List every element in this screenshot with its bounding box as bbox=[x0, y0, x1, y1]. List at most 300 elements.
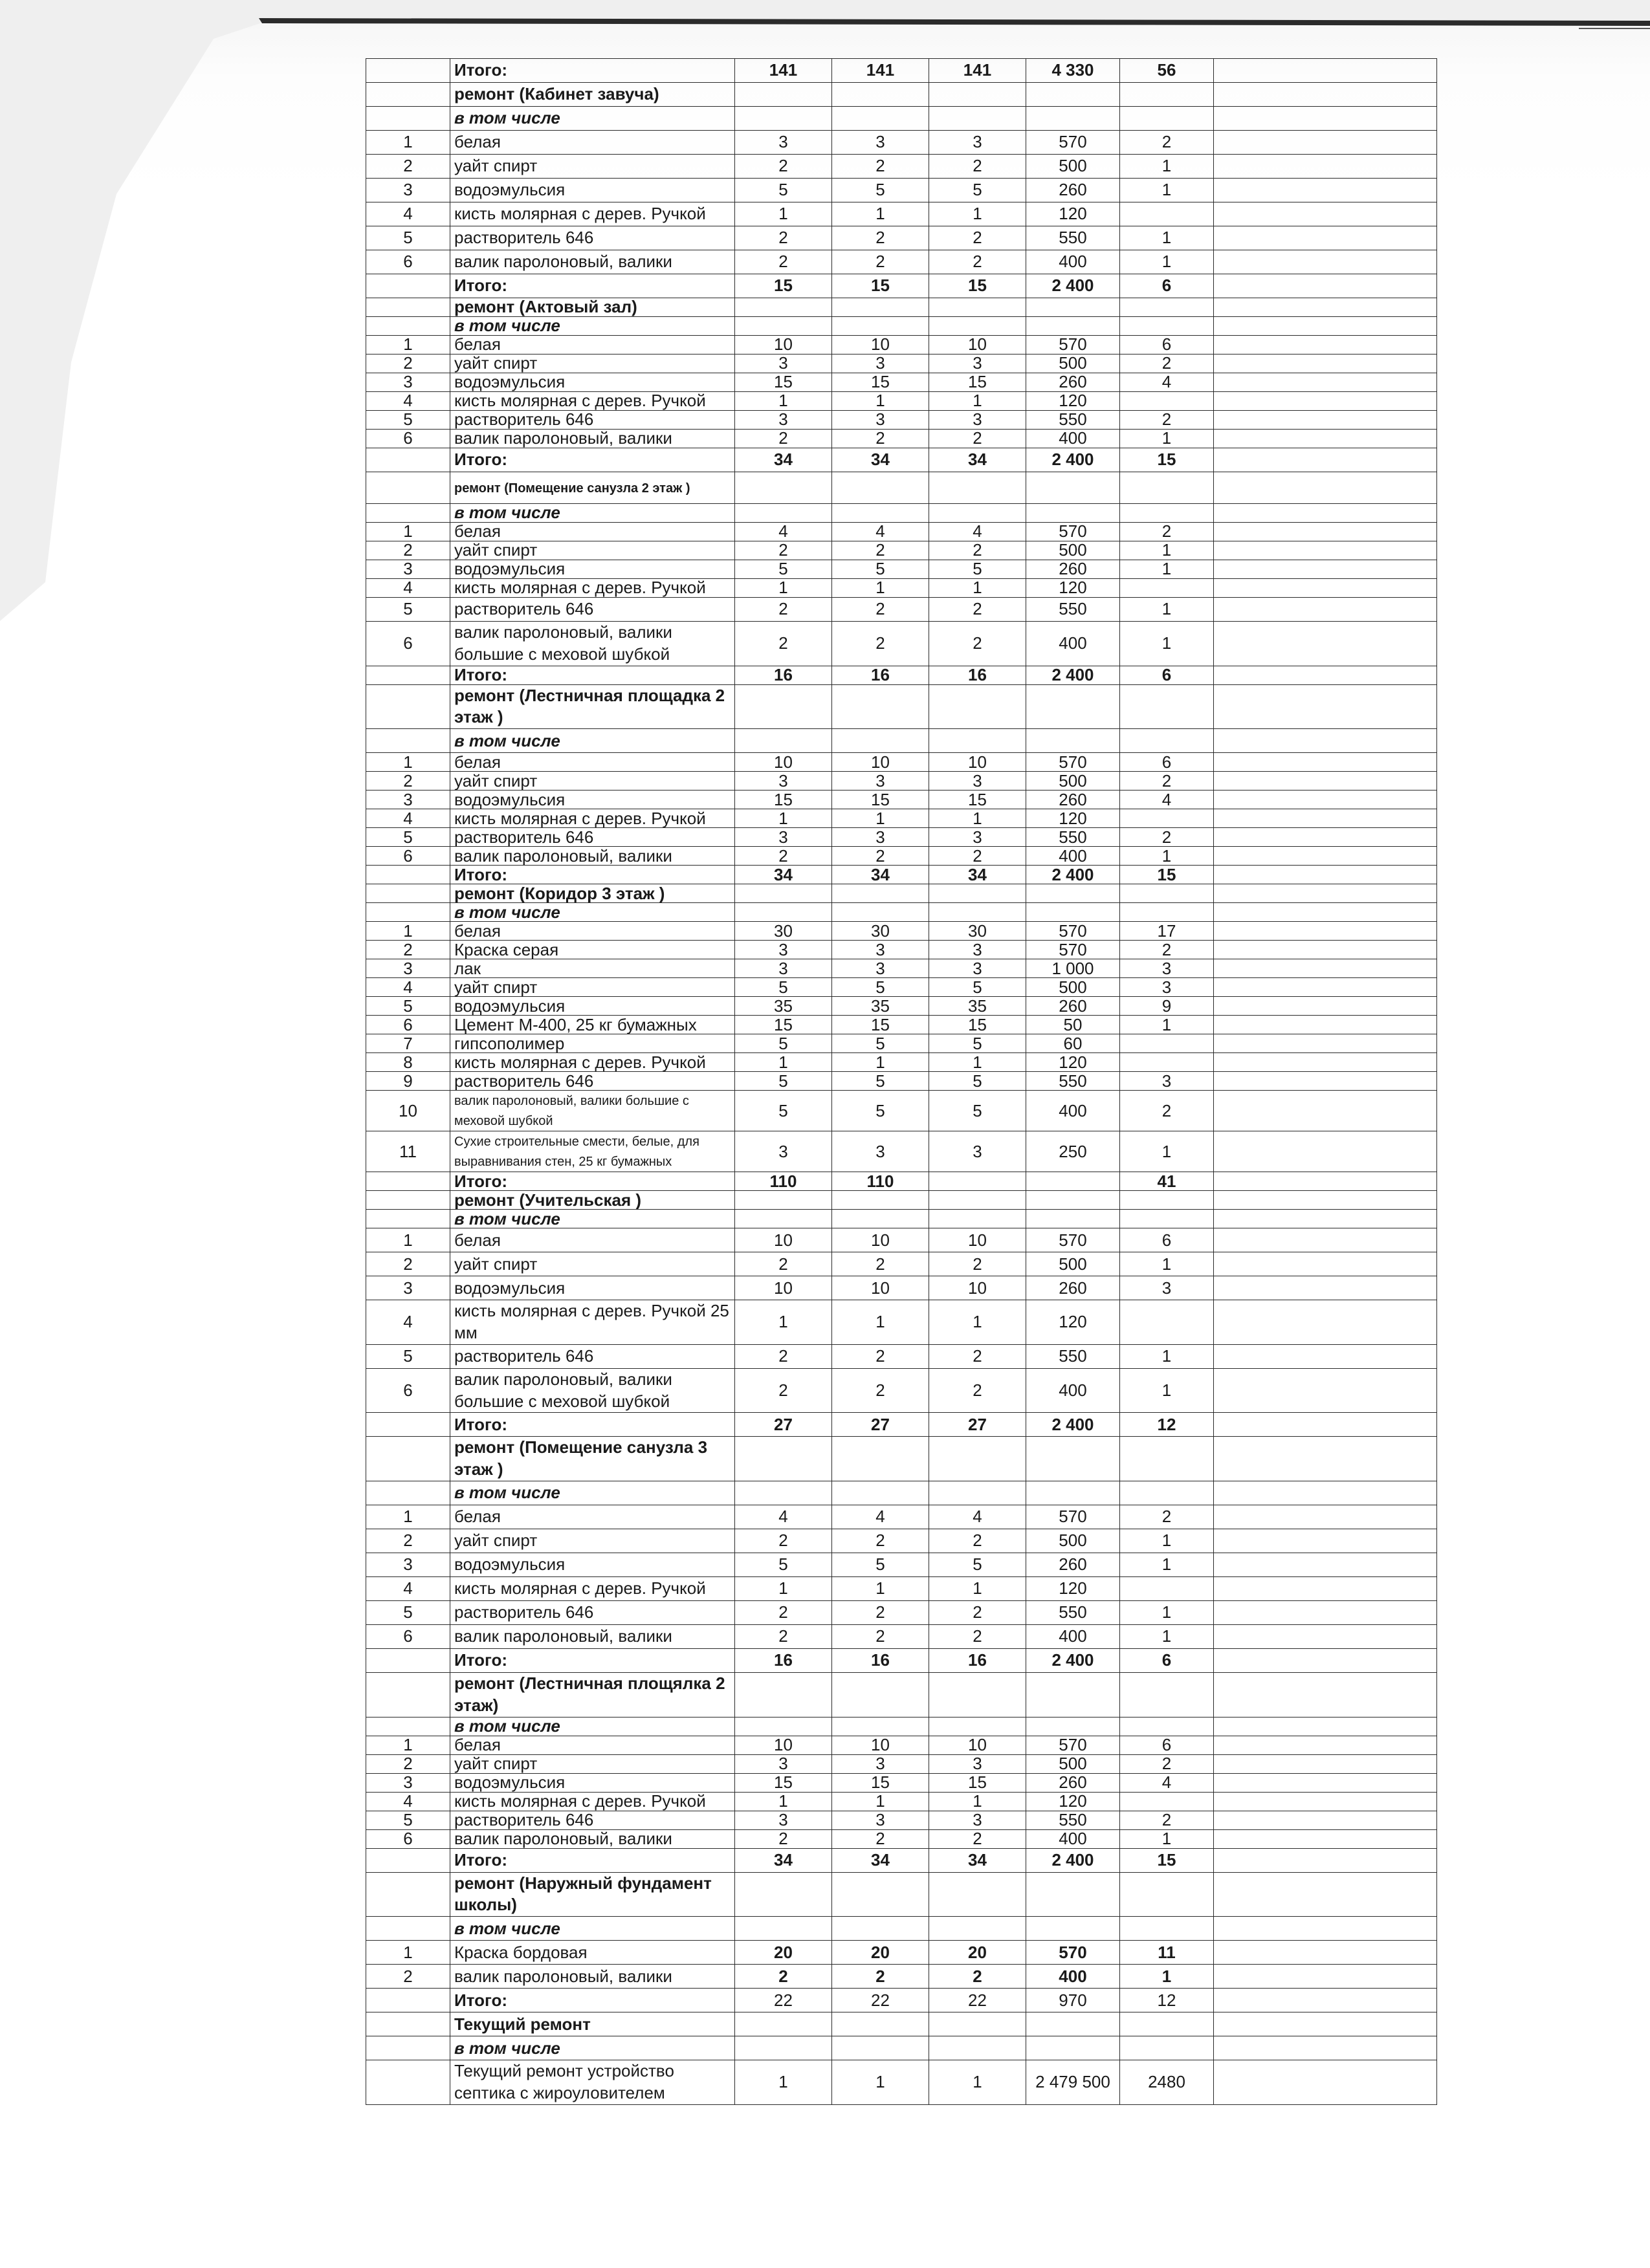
value-cell: 3 bbox=[832, 1131, 929, 1172]
item-name bbox=[450, 666, 735, 684]
value-cell bbox=[735, 1917, 832, 1941]
value-cell: 400 bbox=[1026, 1829, 1120, 1848]
note-cell bbox=[1214, 684, 1437, 729]
value-cell: 10 bbox=[929, 753, 1026, 772]
item-name bbox=[450, 753, 735, 772]
section-row bbox=[366, 83, 1437, 107]
value-cell: 27 bbox=[735, 1413, 832, 1437]
item-name bbox=[450, 354, 735, 373]
item-name-text: в том числе bbox=[454, 902, 560, 922]
note-cell bbox=[1214, 560, 1437, 579]
item-name bbox=[450, 1553, 735, 1576]
item-name bbox=[450, 978, 735, 997]
value-cell: 570 bbox=[1026, 336, 1120, 354]
table-row bbox=[366, 1300, 1437, 1345]
value-cell: 4 bbox=[929, 1505, 1026, 1529]
value-cell: 34 bbox=[735, 866, 832, 884]
table-row bbox=[366, 1252, 1437, 1276]
item-name-text: белая bbox=[454, 1230, 501, 1250]
value-cell: 260 bbox=[1026, 1276, 1120, 1300]
value-cell: 2 bbox=[929, 1368, 1026, 1413]
item-name bbox=[450, 1792, 735, 1811]
row-number: 1 bbox=[366, 1736, 450, 1754]
item-name bbox=[450, 560, 735, 579]
value-cell bbox=[1120, 684, 1214, 729]
value-cell bbox=[832, 2036, 929, 2060]
value-cell: 5 bbox=[929, 560, 1026, 579]
value-cell: 15 bbox=[929, 373, 1026, 392]
value-cell: 1 bbox=[929, 392, 1026, 411]
item-name bbox=[450, 684, 735, 729]
value-cell: 570 bbox=[1026, 941, 1120, 959]
value-cell: 3 bbox=[735, 1811, 832, 1829]
value-cell: 3 bbox=[929, 1754, 1026, 1773]
note-cell bbox=[1214, 866, 1437, 884]
note-cell bbox=[1214, 1481, 1437, 1505]
value-cell: 570 bbox=[1026, 1228, 1120, 1252]
note-cell bbox=[1214, 411, 1437, 430]
value-cell: 2 bbox=[1120, 1091, 1214, 1131]
item-name bbox=[450, 997, 735, 1016]
table-row bbox=[366, 1091, 1437, 1131]
item-name-text: валик паролоновый, валики bbox=[454, 846, 672, 866]
value-cell: 2 bbox=[832, 622, 929, 666]
table-row bbox=[366, 523, 1437, 541]
item-name-text: уайт спирт bbox=[454, 1531, 538, 1551]
value-cell: 4 330 bbox=[1026, 59, 1120, 83]
item-name-text: ремонт (Коридор 3 этаж ) bbox=[454, 884, 665, 903]
item-name bbox=[450, 1344, 735, 1368]
value-cell: 5 bbox=[832, 1072, 929, 1091]
row-number bbox=[366, 1848, 450, 1872]
value-cell bbox=[929, 1672, 1026, 1717]
value-cell: 3 bbox=[832, 411, 929, 430]
total-row bbox=[366, 666, 1437, 684]
row-number: 6 bbox=[366, 1624, 450, 1648]
note-cell bbox=[1214, 1773, 1437, 1792]
value-cell: 3 bbox=[1120, 1276, 1214, 1300]
value-cell: 1 bbox=[735, 1300, 832, 1345]
value-cell: 34 bbox=[832, 866, 929, 884]
note-cell bbox=[1214, 1792, 1437, 1811]
note-cell bbox=[1214, 809, 1437, 828]
table-row bbox=[366, 1829, 1437, 1848]
value-cell: 2 bbox=[929, 1529, 1026, 1553]
value-cell bbox=[929, 1717, 1026, 1736]
note-cell bbox=[1214, 131, 1437, 155]
item-name bbox=[450, 1172, 735, 1191]
note-cell bbox=[1214, 430, 1437, 448]
note-cell bbox=[1214, 202, 1437, 226]
item-name-text: кисть молярная с дерев. Ручкой 25 мм bbox=[454, 1301, 729, 1342]
value-cell: 15 bbox=[929, 274, 1026, 298]
note-cell bbox=[1214, 1965, 1437, 1989]
value-cell bbox=[735, 2036, 832, 2060]
row-number: 3 bbox=[366, 791, 450, 809]
value-cell: 2480 bbox=[1120, 2060, 1214, 2105]
row-number: 6 bbox=[366, 430, 450, 448]
item-name bbox=[450, 59, 735, 83]
value-cell: 15 bbox=[735, 373, 832, 392]
note-cell bbox=[1214, 298, 1437, 317]
value-cell: 1 bbox=[929, 1576, 1026, 1600]
item-name bbox=[450, 1368, 735, 1413]
value-cell bbox=[1120, 1672, 1214, 1717]
row-number: 5 bbox=[366, 598, 450, 622]
item-name-text: растворитель 646 bbox=[454, 1811, 594, 1829]
value-cell: 5 bbox=[929, 1072, 1026, 1091]
value-cell: 10 bbox=[929, 1276, 1026, 1300]
item-name bbox=[450, 1829, 735, 1848]
subheading-row bbox=[366, 2036, 1437, 2060]
value-cell: 1 bbox=[832, 392, 929, 411]
item-name bbox=[450, 1672, 735, 1717]
note-cell bbox=[1214, 598, 1437, 622]
row-number: 3 bbox=[366, 1773, 450, 1792]
row-number: 1 bbox=[366, 1941, 450, 1965]
value-cell bbox=[832, 1872, 929, 1917]
note-cell bbox=[1214, 1172, 1437, 1191]
section-row bbox=[366, 2012, 1437, 2036]
value-cell: 110 bbox=[735, 1172, 832, 1191]
section-row bbox=[366, 472, 1437, 504]
value-cell: 1 bbox=[1120, 541, 1214, 560]
value-cell: 15 bbox=[832, 274, 929, 298]
value-cell: 15 bbox=[1120, 866, 1214, 884]
item-name-text: Итого: bbox=[454, 60, 507, 80]
value-cell bbox=[1026, 1437, 1120, 1481]
value-cell bbox=[1120, 298, 1214, 317]
subheading-row bbox=[366, 1210, 1437, 1228]
note-cell bbox=[1214, 922, 1437, 941]
note-cell bbox=[1214, 772, 1437, 791]
value-cell bbox=[929, 504, 1026, 523]
item-name bbox=[450, 809, 735, 828]
value-cell: 1 bbox=[735, 809, 832, 828]
value-cell bbox=[735, 1717, 832, 1736]
value-cell: 5 bbox=[735, 179, 832, 202]
row-number bbox=[366, 684, 450, 729]
value-cell: 9 bbox=[1120, 997, 1214, 1016]
note-cell bbox=[1214, 274, 1437, 298]
value-cell: 1 bbox=[832, 1053, 929, 1072]
row-number: 2 bbox=[366, 1252, 450, 1276]
value-cell: 10 bbox=[832, 753, 929, 772]
value-cell: 5 bbox=[929, 978, 1026, 997]
value-cell: 1 bbox=[929, 1053, 1026, 1072]
value-cell bbox=[929, 729, 1026, 753]
value-cell: 1 bbox=[735, 1053, 832, 1072]
value-cell bbox=[929, 1917, 1026, 1941]
value-cell: 2 bbox=[735, 598, 832, 622]
value-cell bbox=[929, 1191, 1026, 1210]
value-cell bbox=[1120, 579, 1214, 598]
note-cell bbox=[1214, 1131, 1437, 1172]
item-name-text: валик паролоновый, валики большие с меховой шубкой bbox=[454, 1369, 672, 1411]
row-number: 3 bbox=[366, 1553, 450, 1576]
value-cell bbox=[929, 1481, 1026, 1505]
value-cell: 6 bbox=[1120, 336, 1214, 354]
table-row bbox=[366, 579, 1437, 598]
item-name-text: уайт спирт bbox=[454, 977, 538, 997]
item-name bbox=[450, 729, 735, 753]
value-cell: 1 bbox=[1120, 622, 1214, 666]
note-cell bbox=[1214, 107, 1437, 131]
row-number: 4 bbox=[366, 1300, 450, 1345]
value-cell: 970 bbox=[1026, 1989, 1120, 2012]
section-row bbox=[366, 1872, 1437, 1917]
value-cell: 400 bbox=[1026, 250, 1120, 274]
item-name bbox=[450, 392, 735, 411]
value-cell: 6 bbox=[1120, 666, 1214, 684]
value-cell: 1 bbox=[929, 809, 1026, 828]
value-cell bbox=[929, 83, 1026, 107]
total-row bbox=[366, 866, 1437, 884]
item-name-text: в том числе bbox=[454, 503, 560, 523]
subheading-row bbox=[366, 504, 1437, 523]
value-cell: 22 bbox=[735, 1989, 832, 2012]
value-cell bbox=[1120, 1053, 1214, 1072]
value-cell: 570 bbox=[1026, 1736, 1120, 1754]
value-cell: 5 bbox=[929, 1034, 1026, 1053]
row-number: 4 bbox=[366, 1792, 450, 1811]
value-cell: 15 bbox=[832, 1773, 929, 1792]
value-cell: 1 bbox=[1120, 226, 1214, 250]
note-cell bbox=[1214, 791, 1437, 809]
total-row bbox=[366, 274, 1437, 298]
note-cell bbox=[1214, 847, 1437, 866]
item-name-text: растворитель 646 bbox=[454, 599, 594, 619]
value-cell: 5 bbox=[832, 560, 929, 579]
note-cell bbox=[1214, 729, 1437, 753]
item-name-text: валик паролоновый, валики bbox=[454, 1829, 672, 1848]
item-name-text: ремонт (Учительская ) bbox=[454, 1190, 642, 1210]
item-name-text: Текущий ремонт устройство септика с жироуловителем bbox=[454, 2061, 674, 2102]
value-cell: 110 bbox=[832, 1172, 929, 1191]
row-number: 1 bbox=[366, 131, 450, 155]
value-cell bbox=[929, 684, 1026, 729]
row-number: 5 bbox=[366, 828, 450, 847]
value-cell: 3 bbox=[832, 1811, 929, 1829]
row-number: 10 bbox=[366, 1091, 450, 1131]
item-name bbox=[450, 317, 735, 336]
row-number bbox=[366, 2060, 450, 2105]
table-row bbox=[366, 622, 1437, 666]
item-name-text: белая bbox=[454, 335, 501, 354]
value-cell bbox=[1026, 1172, 1120, 1191]
value-cell: 2 bbox=[929, 1344, 1026, 1368]
item-name bbox=[450, 941, 735, 959]
item-name bbox=[450, 959, 735, 978]
item-name bbox=[450, 274, 735, 298]
value-cell bbox=[735, 729, 832, 753]
table-row bbox=[366, 922, 1437, 941]
value-cell: 550 bbox=[1026, 598, 1120, 622]
value-cell: 2 bbox=[735, 1252, 832, 1276]
value-cell: 5 bbox=[832, 179, 929, 202]
value-cell: 2 bbox=[832, 1965, 929, 1989]
table-row bbox=[366, 1016, 1437, 1034]
note-cell bbox=[1214, 317, 1437, 336]
value-cell: 1 bbox=[1120, 1368, 1214, 1413]
item-name-text: гипсополимер bbox=[454, 1034, 565, 1053]
value-cell bbox=[832, 1917, 929, 1941]
section-row bbox=[366, 298, 1437, 317]
row-number: 6 bbox=[366, 1829, 450, 1848]
value-cell: 1 bbox=[1120, 1131, 1214, 1172]
value-cell: 11 bbox=[1120, 1941, 1214, 1965]
item-name-text: кисть молярная с дерев. Ручкой bbox=[454, 1578, 706, 1598]
value-cell: 2 bbox=[832, 1344, 929, 1368]
note-cell bbox=[1214, 1754, 1437, 1773]
value-cell: 3 bbox=[735, 354, 832, 373]
value-cell: 5 bbox=[735, 1091, 832, 1131]
note-cell bbox=[1214, 1228, 1437, 1252]
total-row bbox=[366, 1848, 1437, 1872]
item-name-text: растворитель 646 bbox=[454, 1602, 594, 1622]
item-name bbox=[450, 1941, 735, 1965]
table-row bbox=[366, 155, 1437, 179]
value-cell bbox=[1026, 2036, 1120, 2060]
item-name bbox=[450, 298, 735, 317]
value-cell: 141 bbox=[929, 59, 1026, 83]
value-cell: 1 bbox=[929, 579, 1026, 598]
table-row bbox=[366, 1344, 1437, 1368]
value-cell: 16 bbox=[735, 666, 832, 684]
value-cell: 3 bbox=[929, 411, 1026, 430]
value-cell bbox=[832, 1437, 929, 1481]
value-cell: 3 bbox=[929, 1131, 1026, 1172]
row-number: 4 bbox=[366, 202, 450, 226]
value-cell: 2 bbox=[832, 1252, 929, 1276]
value-cell: 260 bbox=[1026, 791, 1120, 809]
value-cell: 120 bbox=[1026, 1053, 1120, 1072]
item-name bbox=[450, 523, 735, 541]
value-cell bbox=[1026, 729, 1120, 753]
value-cell bbox=[1120, 1034, 1214, 1053]
value-cell bbox=[832, 317, 929, 336]
value-cell: 141 bbox=[832, 59, 929, 83]
row-number bbox=[366, 1989, 450, 2012]
value-cell: 2 bbox=[929, 1965, 1026, 1989]
item-name-text: кисть молярная с дерев. Ручкой bbox=[454, 204, 706, 224]
section-row bbox=[366, 1437, 1437, 1481]
value-cell: 1 bbox=[735, 579, 832, 598]
value-cell: 16 bbox=[735, 1648, 832, 1672]
item-name-text: Сухие строительные смести, белые, для выравнивания стен, 25 кг бумажных bbox=[454, 1135, 699, 1170]
value-cell: 1 bbox=[832, 1792, 929, 1811]
row-number bbox=[366, 884, 450, 903]
value-cell: 35 bbox=[929, 997, 1026, 1016]
table-row bbox=[366, 560, 1437, 579]
table-row bbox=[366, 1773, 1437, 1792]
value-cell bbox=[929, 884, 1026, 903]
value-cell: 27 bbox=[832, 1413, 929, 1437]
table-row bbox=[366, 1053, 1437, 1072]
item-name bbox=[450, 1600, 735, 1624]
note-cell bbox=[1214, 997, 1437, 1016]
row-number bbox=[366, 866, 450, 884]
table-row bbox=[366, 1529, 1437, 1553]
item-name-text: Итого: bbox=[454, 1990, 507, 2010]
table-row bbox=[366, 941, 1437, 959]
row-number: 5 bbox=[366, 226, 450, 250]
value-cell: 2 400 bbox=[1026, 1413, 1120, 1437]
item-name bbox=[450, 1228, 735, 1252]
section-row bbox=[366, 684, 1437, 729]
value-cell: 1 bbox=[832, 1576, 929, 1600]
item-name-text: водоэмульсия bbox=[454, 560, 566, 579]
item-name-text: ремонт (Помещение санузла 2 этаж ) bbox=[454, 481, 690, 496]
item-name bbox=[450, 1131, 735, 1172]
value-cell: 15 bbox=[832, 791, 929, 809]
value-cell: 56 bbox=[1120, 59, 1214, 83]
item-name bbox=[450, 107, 735, 131]
row-number: 2 bbox=[366, 1754, 450, 1773]
total-row bbox=[366, 448, 1437, 472]
value-cell: 6 bbox=[1120, 274, 1214, 298]
table-row bbox=[366, 541, 1437, 560]
value-cell: 3 bbox=[832, 941, 929, 959]
value-cell: 550 bbox=[1026, 1811, 1120, 1829]
value-cell: 2 bbox=[1120, 941, 1214, 959]
value-cell bbox=[929, 472, 1026, 504]
item-name bbox=[450, 1437, 735, 1481]
value-cell: 500 bbox=[1026, 1754, 1120, 1773]
row-number bbox=[366, 107, 450, 131]
item-name-text: Краска серая bbox=[454, 940, 559, 959]
value-cell: 3 bbox=[929, 941, 1026, 959]
value-cell: 1 bbox=[832, 809, 929, 828]
subheading-row bbox=[366, 107, 1437, 131]
item-name bbox=[450, 1505, 735, 1529]
value-cell: 1 bbox=[1120, 560, 1214, 579]
value-cell: 10 bbox=[832, 1736, 929, 1754]
value-cell bbox=[832, 1210, 929, 1228]
value-cell: 500 bbox=[1026, 978, 1120, 997]
value-cell bbox=[929, 298, 1026, 317]
value-cell: 15 bbox=[929, 1016, 1026, 1034]
item-name bbox=[450, 579, 735, 598]
value-cell bbox=[1026, 83, 1120, 107]
value-cell bbox=[1026, 903, 1120, 922]
item-name bbox=[450, 202, 735, 226]
value-cell: 10 bbox=[929, 1736, 1026, 1754]
row-number: 1 bbox=[366, 1505, 450, 1529]
note-cell bbox=[1214, 1672, 1437, 1717]
item-name-text: Итого: bbox=[454, 666, 507, 684]
item-name-text: белая bbox=[454, 752, 501, 772]
item-name bbox=[450, 903, 735, 922]
value-cell: 2 bbox=[929, 622, 1026, 666]
value-cell: 10 bbox=[735, 1276, 832, 1300]
item-name-text: кисть молярная с дерев. Ручкой bbox=[454, 391, 706, 411]
value-cell: 10 bbox=[832, 336, 929, 354]
value-cell bbox=[735, 1481, 832, 1505]
item-name bbox=[450, 1191, 735, 1210]
item-name bbox=[450, 1754, 735, 1773]
value-cell: 2 bbox=[1120, 1505, 1214, 1529]
value-cell: 2 bbox=[1120, 354, 1214, 373]
row-number: 7 bbox=[366, 1034, 450, 1053]
section-row bbox=[366, 1672, 1437, 1717]
value-cell bbox=[1120, 1300, 1214, 1345]
row-number: 1 bbox=[366, 1228, 450, 1252]
value-cell: 550 bbox=[1026, 1344, 1120, 1368]
item-name bbox=[450, 250, 735, 274]
value-cell bbox=[832, 107, 929, 131]
table-row bbox=[366, 373, 1437, 392]
